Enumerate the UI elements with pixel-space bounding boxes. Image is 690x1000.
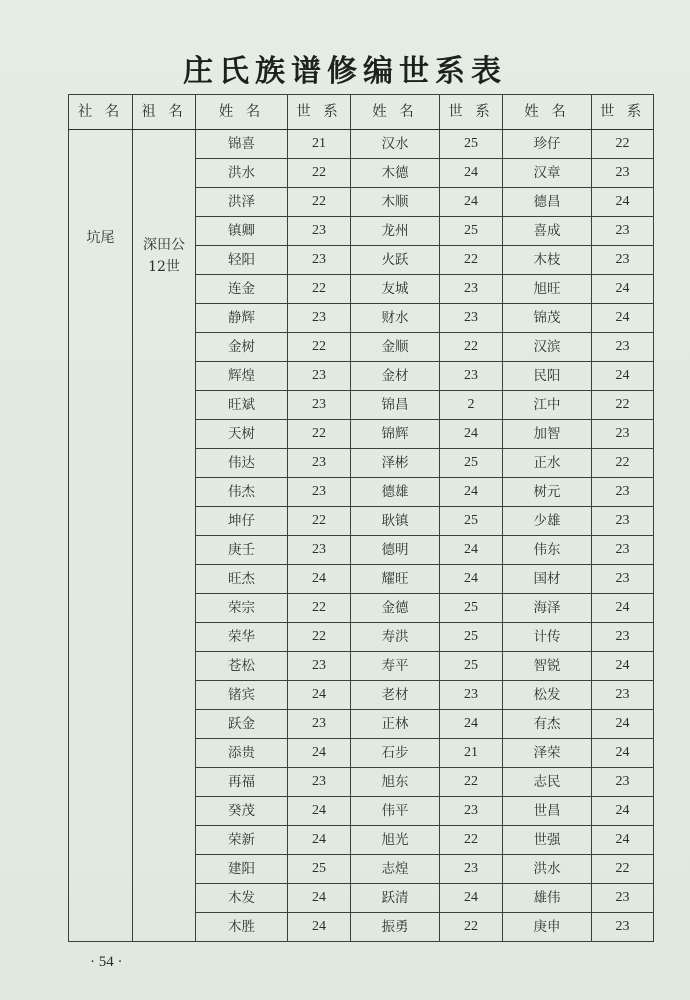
name-cell: 跃清: [351, 884, 440, 913]
generation-cell: 23: [440, 797, 503, 826]
name-cell: 加智: [503, 420, 592, 449]
generation-cell: 22: [288, 159, 351, 188]
name-cell: 连金: [196, 275, 288, 304]
name-cell: 洪水: [503, 855, 592, 884]
generation-cell: 22: [288, 420, 351, 449]
name-cell: 再福: [196, 768, 288, 797]
name-cell: 江中: [503, 391, 592, 420]
generation-cell: 23: [592, 217, 654, 246]
generation-cell: 21: [288, 130, 351, 159]
name-cell: 旺杰: [196, 565, 288, 594]
name-cell: 辉煌: [196, 362, 288, 391]
header-name-3: 姓 名: [503, 95, 592, 130]
generation-cell: 23: [440, 275, 503, 304]
name-cell: 锦喜: [196, 130, 288, 159]
name-cell: 锦辉: [351, 420, 440, 449]
name-cell: 庚申: [503, 913, 592, 942]
generation-cell: 22: [440, 333, 503, 362]
name-cell: 汉滨: [503, 333, 592, 362]
name-cell: 金树: [196, 333, 288, 362]
name-cell: 荣新: [196, 826, 288, 855]
generation-cell: 21: [440, 739, 503, 768]
she-name-cell: [69, 130, 133, 942]
header-generation-3: 世 系: [592, 95, 654, 130]
generation-cell: 24: [288, 797, 351, 826]
name-cell: 癸茂: [196, 797, 288, 826]
name-cell: 耿镇: [351, 507, 440, 536]
name-cell: 振勇: [351, 913, 440, 942]
zu-name-line-1: 深田公: [143, 237, 185, 253]
header-generation-1: 世 系: [288, 95, 351, 130]
generation-cell: 24: [440, 565, 503, 594]
generation-cell: 23: [592, 623, 654, 652]
generation-cell: 25: [440, 507, 503, 536]
generation-cell: 24: [592, 304, 654, 333]
name-cell: 世强: [503, 826, 592, 855]
name-cell: 志民: [503, 768, 592, 797]
name-cell: 老材: [351, 681, 440, 710]
name-cell: 跃金: [196, 710, 288, 739]
generation-cell: 23: [288, 536, 351, 565]
name-cell: 木德: [351, 159, 440, 188]
generation-cell: 22: [288, 275, 351, 304]
generation-cell: 23: [440, 304, 503, 333]
name-cell: 少雄: [503, 507, 592, 536]
name-cell: 志煌: [351, 855, 440, 884]
generation-cell: 23: [440, 855, 503, 884]
name-cell: 伟达: [196, 449, 288, 478]
header-zu-name: 祖 名: [133, 95, 196, 130]
generation-cell: 22: [288, 623, 351, 652]
generation-cell: 23: [440, 362, 503, 391]
name-cell: 伟杰: [196, 478, 288, 507]
generation-cell: 24: [440, 188, 503, 217]
generation-cell: 23: [592, 246, 654, 275]
name-cell: 荣宗: [196, 594, 288, 623]
generation-cell: 24: [440, 710, 503, 739]
name-cell: 耀旺: [351, 565, 440, 594]
name-cell: 轻阳: [196, 246, 288, 275]
generation-cell: 24: [288, 884, 351, 913]
generation-cell: 22: [440, 246, 503, 275]
name-cell: 珍仔: [503, 130, 592, 159]
name-cell: 智锐: [503, 652, 592, 681]
name-cell: 友城: [351, 275, 440, 304]
name-cell: 金材: [351, 362, 440, 391]
name-cell: 静辉: [196, 304, 288, 333]
name-cell: 洪水: [196, 159, 288, 188]
generation-cell: 25: [440, 130, 503, 159]
zu-name-cell: [133, 130, 196, 942]
generation-cell: 24: [592, 826, 654, 855]
generation-cell: 23: [288, 217, 351, 246]
name-cell: 石步: [351, 739, 440, 768]
name-cell: 泽彬: [351, 449, 440, 478]
name-cell: 德明: [351, 536, 440, 565]
generation-cell: 22: [440, 826, 503, 855]
table-body: [69, 130, 654, 942]
she-name: 坑尾: [86, 230, 115, 246]
generation-cell: 24: [592, 710, 654, 739]
name-cell: 旭旺: [503, 275, 592, 304]
name-cell: 木枝: [503, 246, 592, 275]
generation-cell: 22: [288, 594, 351, 623]
name-cell: 木发: [196, 884, 288, 913]
name-cell: 坤仔: [196, 507, 288, 536]
generation-cell: 24: [592, 797, 654, 826]
generation-cell: 23: [592, 681, 654, 710]
generation-cell: 24: [288, 739, 351, 768]
name-cell: 喜成: [503, 217, 592, 246]
generation-cell: 23: [592, 478, 654, 507]
generation-cell: 23: [288, 710, 351, 739]
name-cell: 海泽: [503, 594, 592, 623]
name-cell: 荣华: [196, 623, 288, 652]
name-cell: 庚壬: [196, 536, 288, 565]
name-cell: 伟平: [351, 797, 440, 826]
name-cell: 旭东: [351, 768, 440, 797]
generation-cell: 23: [440, 681, 503, 710]
name-cell: 旺斌: [196, 391, 288, 420]
generation-cell: 22: [440, 913, 503, 942]
generation-cell: 23: [592, 768, 654, 797]
name-cell: 寿平: [351, 652, 440, 681]
name-cell: 洪泽: [196, 188, 288, 217]
name-cell: 泽荣: [503, 739, 592, 768]
generation-cell: 2: [440, 391, 503, 420]
generation-cell: 24: [592, 652, 654, 681]
generation-cell: 24: [592, 362, 654, 391]
name-cell: 添贵: [196, 739, 288, 768]
generation-cell: 24: [288, 826, 351, 855]
generation-cell: 24: [440, 159, 503, 188]
generation-cell: 23: [288, 391, 351, 420]
generation-cell: 25: [440, 449, 503, 478]
generation-cell: 24: [288, 913, 351, 942]
name-cell: 金顺: [351, 333, 440, 362]
generation-cell: 24: [440, 420, 503, 449]
name-cell: 世昌: [503, 797, 592, 826]
name-cell: 财水: [351, 304, 440, 333]
name-cell: 旭光: [351, 826, 440, 855]
generation-cell: 23: [288, 362, 351, 391]
generation-cell: 23: [288, 304, 351, 333]
name-cell: 锦茂: [503, 304, 592, 333]
name-cell: 火跃: [351, 246, 440, 275]
generation-cell: 24: [592, 739, 654, 768]
name-cell: 德昌: [503, 188, 592, 217]
page-title: 庄氏族谱修编世系表: [183, 54, 507, 89]
generation-cell: 23: [288, 478, 351, 507]
generation-cell: 23: [592, 565, 654, 594]
name-cell: 正林: [351, 710, 440, 739]
name-cell: 有杰: [503, 710, 592, 739]
generation-cell: 24: [592, 594, 654, 623]
generation-cell: 23: [592, 159, 654, 188]
name-cell: 苍松: [196, 652, 288, 681]
generation-cell: 25: [440, 594, 503, 623]
header-generation-2: 世 系: [440, 95, 503, 130]
generation-cell: 23: [592, 420, 654, 449]
generation-cell: 25: [440, 217, 503, 246]
name-cell: 锗宾: [196, 681, 288, 710]
genealogy-table: [68, 94, 654, 942]
name-cell: 计传: [503, 623, 592, 652]
generation-cell: 23: [288, 246, 351, 275]
generation-cell: 24: [440, 884, 503, 913]
name-cell: 金德: [351, 594, 440, 623]
header-she-name: 社 名: [69, 95, 133, 130]
generation-cell: 24: [440, 478, 503, 507]
generation-cell: 23: [592, 913, 654, 942]
generation-cell: 23: [592, 536, 654, 565]
table-row: [69, 130, 654, 159]
name-cell: 寿洪: [351, 623, 440, 652]
generation-cell: 25: [440, 623, 503, 652]
name-cell: 汉章: [503, 159, 592, 188]
generation-cell: 22: [288, 333, 351, 362]
generation-cell: 22: [592, 391, 654, 420]
generation-cell: 22: [288, 507, 351, 536]
generation-cell: 25: [440, 652, 503, 681]
generation-cell: 24: [592, 275, 654, 304]
table-header-row: [69, 95, 654, 130]
name-cell: 木胜: [196, 913, 288, 942]
generation-cell: 22: [592, 449, 654, 478]
generation-cell: 23: [592, 333, 654, 362]
name-cell: 松发: [503, 681, 592, 710]
generation-cell: 23: [288, 652, 351, 681]
name-cell: 树元: [503, 478, 592, 507]
name-cell: 国材: [503, 565, 592, 594]
header-name-2: 姓 名: [351, 95, 440, 130]
generation-cell: 22: [592, 130, 654, 159]
generation-cell: 22: [440, 768, 503, 797]
page-number: · 54 ·: [90, 954, 123, 970]
generation-cell: 22: [592, 855, 654, 884]
name-cell: 建阳: [196, 855, 288, 884]
generation-cell: 23: [592, 507, 654, 536]
name-cell: 伟东: [503, 536, 592, 565]
generation-cell: 23: [288, 768, 351, 797]
name-cell: 汉水: [351, 130, 440, 159]
generation-cell: 23: [288, 449, 351, 478]
name-cell: 民阳: [503, 362, 592, 391]
generation-cell: 25: [288, 855, 351, 884]
generation-cell: 24: [288, 681, 351, 710]
header-name-1: 姓 名: [196, 95, 288, 130]
generation-cell: 24: [288, 565, 351, 594]
zu-name-line-2: 12世: [148, 259, 180, 275]
name-cell: 雄伟: [503, 884, 592, 913]
generation-cell: 24: [592, 188, 654, 217]
generation-cell: 24: [440, 536, 503, 565]
generation-cell: 22: [288, 188, 351, 217]
name-cell: 德雄: [351, 478, 440, 507]
name-cell: 天树: [196, 420, 288, 449]
name-cell: 龙州: [351, 217, 440, 246]
name-cell: 正水: [503, 449, 592, 478]
name-cell: 镇卿: [196, 217, 288, 246]
name-cell: 木顺: [351, 188, 440, 217]
generation-cell: 23: [592, 884, 654, 913]
name-cell: 锦昌: [351, 391, 440, 420]
